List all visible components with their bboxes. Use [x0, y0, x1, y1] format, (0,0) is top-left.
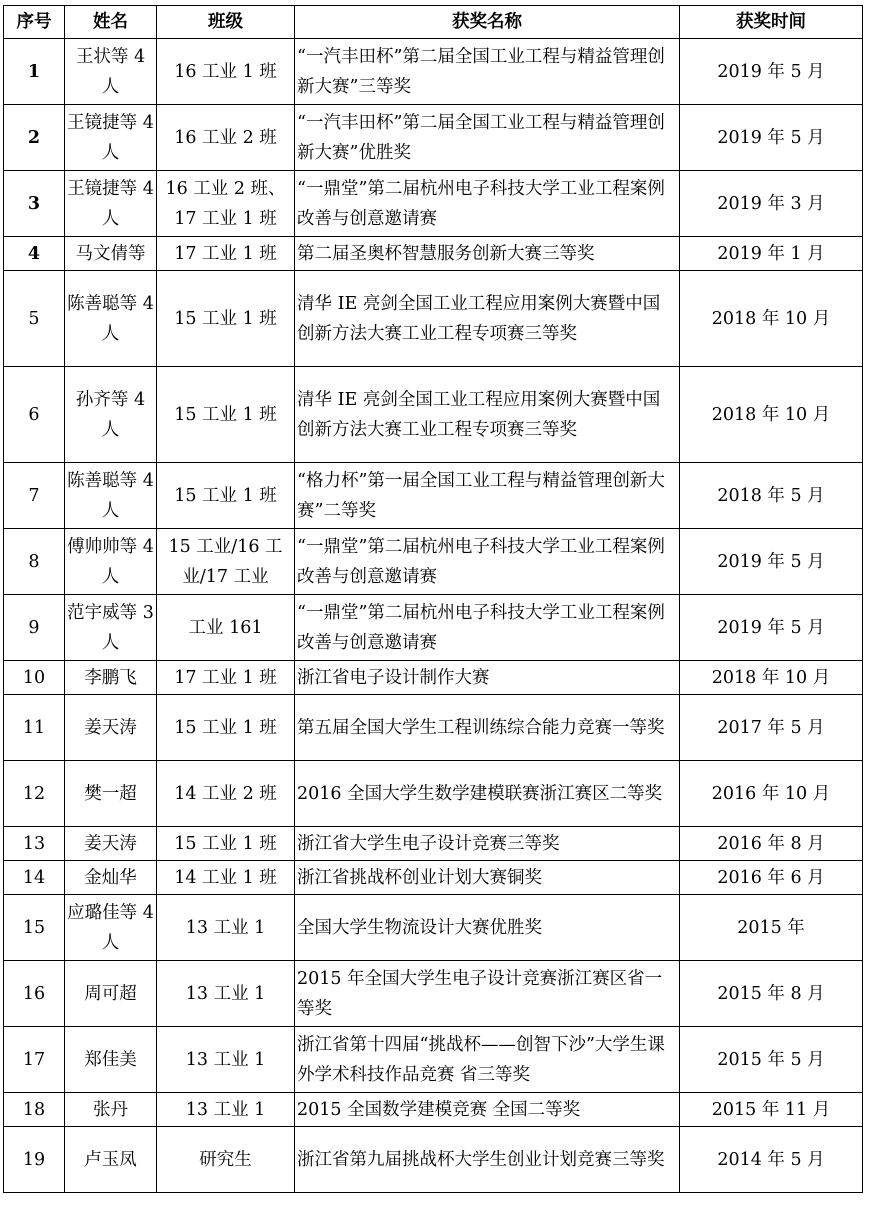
table-row	[4, 39, 863, 105]
row-class: 13 工业 1	[157, 1093, 295, 1127]
row-award: 2015 全国数学建模竞赛 全国二等奖	[295, 1093, 680, 1127]
table-row	[4, 661, 863, 695]
row-award: “一汽丰田杯”第二届全国工业工程与精益管理创新大赛”三等奖	[295, 39, 680, 105]
table-row	[4, 171, 863, 237]
row-class: 13 工业 1	[157, 1027, 295, 1093]
row-time: 2016 年 10 月	[680, 761, 863, 827]
row-time: 2016 年 6 月	[680, 861, 863, 895]
row-name: 金灿华	[65, 861, 157, 895]
row-class: 15 工业 1 班	[157, 463, 295, 529]
row-time: 2019 年 5 月	[680, 529, 863, 595]
table-row	[4, 463, 863, 529]
row-time: 2018 年 10 月	[680, 271, 863, 367]
row-class: 16 工业 1 班	[157, 39, 295, 105]
table-row	[4, 895, 863, 961]
row-time: 2019 年 1 月	[680, 237, 863, 271]
row-name: 卢玉凤	[65, 1127, 157, 1193]
table-row	[4, 1093, 863, 1127]
row-index: 12	[4, 761, 65, 827]
row-class: 16 工业 2 班	[157, 105, 295, 171]
row-award: 清华 IE 亮剑全国工业工程应用案例大赛暨中国创新方法大赛工业工程专项赛三等奖	[295, 271, 680, 367]
row-award: 浙江省第十四届“挑战杯——创智下沙”大学生课外学术科技作品竞赛 省三等奖	[295, 1027, 680, 1093]
row-index: 2	[4, 105, 65, 171]
row-award: 2015 年全国大学生电子设计竞赛浙江赛区省一等奖	[295, 961, 680, 1027]
row-index: 13	[4, 827, 65, 861]
row-class: 15 工业 1 班	[157, 695, 295, 761]
row-name: 周可超	[65, 961, 157, 1027]
row-award: “一鼎堂”第二届杭州电子科技大学工业工程案例改善与创意邀请赛	[295, 595, 680, 661]
table-row	[4, 367, 863, 463]
awards-table	[3, 5, 863, 1193]
row-award: “一汽丰田杯”第二届全国工业工程与精益管理创新大赛”优胜奖	[295, 105, 680, 171]
row-award: “格力杯”第一届全国工业工程与精益管理创新大赛”二等奖	[295, 463, 680, 529]
row-time: 2019 年 5 月	[680, 105, 863, 171]
row-name: 姜天涛	[65, 827, 157, 861]
table-row	[4, 529, 863, 595]
row-name: 傅帅帅等 4 人	[65, 529, 157, 595]
header-class: 班级	[157, 6, 295, 39]
row-time: 2016 年 8 月	[680, 827, 863, 861]
row-index: 14	[4, 861, 65, 895]
row-index: 16	[4, 961, 65, 1027]
header-award: 获奖名称	[295, 6, 680, 39]
row-class: 15 工业 1 班	[157, 367, 295, 463]
row-award: 全国大学生物流设计大赛优胜奖	[295, 895, 680, 961]
table-row	[4, 695, 863, 761]
row-class: 16 工业 2 班、17 工业 1 班	[157, 171, 295, 237]
row-index: 1	[4, 39, 65, 105]
row-name: 张丹	[65, 1093, 157, 1127]
table-row	[4, 595, 863, 661]
table-row	[4, 271, 863, 367]
row-index: 6	[4, 367, 65, 463]
row-index: 3	[4, 171, 65, 237]
row-award: 浙江省大学生电子设计竞赛三等奖	[295, 827, 680, 861]
row-name: 应璐佳等 4 人	[65, 895, 157, 961]
row-time: 2014 年 5 月	[680, 1127, 863, 1193]
row-class: 13 工业 1	[157, 895, 295, 961]
row-index: 15	[4, 895, 65, 961]
row-class: 15 工业 1 班	[157, 827, 295, 861]
row-time: 2019 年 3 月	[680, 171, 863, 237]
row-index: 7	[4, 463, 65, 529]
table-row	[4, 761, 863, 827]
row-index: 5	[4, 271, 65, 367]
row-award: “一鼎堂”第二届杭州电子科技大学工业工程案例改善与创意邀请赛	[295, 529, 680, 595]
row-class: 14 工业 1 班	[157, 861, 295, 895]
row-award: 清华 IE 亮剑全国工业工程应用案例大赛暨中国创新方法大赛工业工程专项赛三等奖	[295, 367, 680, 463]
row-name: 李鹏飞	[65, 661, 157, 695]
row-class: 研究生	[157, 1127, 295, 1193]
row-award: 浙江省第九届挑战杯大学生创业计划竞赛三等奖	[295, 1127, 680, 1193]
row-name: 王状等 4 人	[65, 39, 157, 105]
row-class: 13 工业 1	[157, 961, 295, 1027]
row-name: 马文倩等	[65, 237, 157, 271]
row-index: 9	[4, 595, 65, 661]
awards-table-container	[3, 5, 863, 1193]
row-index: 17	[4, 1027, 65, 1093]
row-name: 范宇威等 3 人	[65, 595, 157, 661]
row-award: 浙江省电子设计制作大赛	[295, 661, 680, 695]
row-class: 工业 161	[157, 595, 295, 661]
row-index: 11	[4, 695, 65, 761]
row-award: “一鼎堂”第二届杭州电子科技大学工业工程案例改善与创意邀请赛	[295, 171, 680, 237]
header-time: 获奖时间	[680, 6, 863, 39]
row-name: 姜天涛	[65, 695, 157, 761]
row-name: 孙齐等 4 人	[65, 367, 157, 463]
row-name: 郑佳美	[65, 1027, 157, 1093]
row-time: 2018 年 10 月	[680, 661, 863, 695]
row-index: 19	[4, 1127, 65, 1193]
header-index: 序号	[4, 6, 65, 39]
row-time: 2015 年 5 月	[680, 1027, 863, 1093]
table-header-row	[4, 6, 863, 39]
row-time: 2018 年 10 月	[680, 367, 863, 463]
row-index: 10	[4, 661, 65, 695]
row-time: 2015 年 8 月	[680, 961, 863, 1027]
row-class: 14 工业 2 班	[157, 761, 295, 827]
row-name: 樊一超	[65, 761, 157, 827]
table-row	[4, 237, 863, 271]
row-award: 浙江省挑战杯创业计划大赛铜奖	[295, 861, 680, 895]
table-row	[4, 861, 863, 895]
row-award: 第二届圣奥杯智慧服务创新大赛三等奖	[295, 237, 680, 271]
row-time: 2015 年	[680, 895, 863, 961]
table-row	[4, 1127, 863, 1193]
row-index: 18	[4, 1093, 65, 1127]
row-class: 17 工业 1 班	[157, 237, 295, 271]
table-row	[4, 827, 863, 861]
row-name: 王镜捷等 4 人	[65, 105, 157, 171]
table-row	[4, 1027, 863, 1093]
row-index: 8	[4, 529, 65, 595]
row-time: 2018 年 5 月	[680, 463, 863, 529]
row-class: 15 工业 1 班	[157, 271, 295, 367]
row-name: 陈善聪等 4 人	[65, 463, 157, 529]
row-class: 15 工业/16 工业/17 工业	[157, 529, 295, 595]
row-time: 2019 年 5 月	[680, 595, 863, 661]
header-name: 姓名	[65, 6, 157, 39]
row-name: 陈善聪等 4 人	[65, 271, 157, 367]
table-row	[4, 105, 863, 171]
row-time: 2019 年 5 月	[680, 39, 863, 105]
row-index: 4	[4, 237, 65, 271]
row-class: 17 工业 1 班	[157, 661, 295, 695]
row-name: 王镜捷等 4 人	[65, 171, 157, 237]
row-time: 2015 年 11 月	[680, 1093, 863, 1127]
table-row	[4, 961, 863, 1027]
row-award: 2016 全国大学生数学建模联赛浙江赛区二等奖	[295, 761, 680, 827]
row-award: 第五届全国大学生工程训练综合能力竞赛一等奖	[295, 695, 680, 761]
row-time: 2017 年 5 月	[680, 695, 863, 761]
